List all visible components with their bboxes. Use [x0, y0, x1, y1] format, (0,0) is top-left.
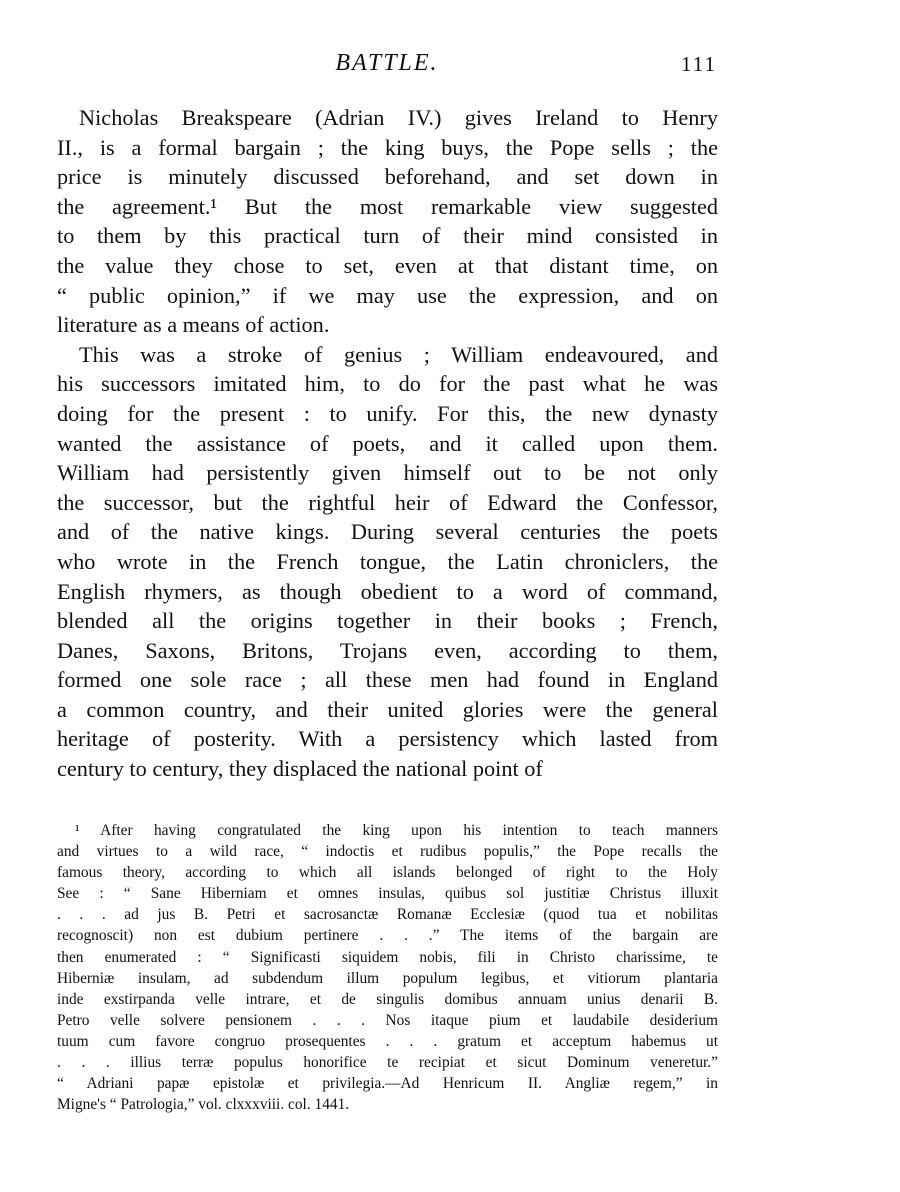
footnote-line: Petro velle solvere pensionem . . . Nos itaque pium et laudabile desiderium [57, 1011, 718, 1029]
body-line: heritage of posterity. With a persistency which lasted from [57, 726, 718, 752]
body-line: doing for the present : to unify. For this, the new dynasty [57, 400, 718, 426]
body-line: who wrote in the French tongue, the Latin chroniclers, the [57, 548, 718, 574]
body-line: formed one sole race ; all these men had found in England [57, 667, 718, 693]
body-line: literature as a means of action. [57, 312, 330, 338]
footnote-line: . . . illius terræ populus honorifice te recipiat et sicut Dominum veneretur.” [57, 1054, 718, 1072]
footnote-line: tuum cum favore congruo prosequentes . . . gratum et acceptum habemus ut [57, 1032, 718, 1050]
footnote-line: and virtues to a wild race, “ indoctis et rudibus populis,” the Pope recalls the [57, 843, 718, 861]
running-header [57, 50, 717, 80]
body-line: a common country, and their united glories were the general [57, 696, 718, 722]
footnote-line: Migne's “ Patrologia,” vol. clxxxviii. col. 1441. [57, 1096, 350, 1114]
body-line: William had persistently given himself out to be not only [57, 460, 718, 486]
body-line: English rhymers, as though obedient to a word of command, [57, 578, 718, 604]
body-line: his successors imitated him, to do for the past what he was [57, 371, 718, 397]
body-line: to them by this practical turn of their mind consisted in [57, 223, 718, 249]
body-line: wanted the assistance of poets, and it called upon them. [57, 430, 718, 456]
footnote-line: . . . ad jus B. Petri et sacrosanctæ Romanæ Ecclesiæ (quod tua et nobilitas [57, 906, 718, 924]
body-line: This was a stroke of genius ; William endeavoured, and [79, 341, 718, 367]
running-title: BATTLE. [335, 50, 439, 76]
footnote [57, 820, 718, 1115]
body-line: Danes, Saxons, Britons, Trojans even, according to them, [57, 637, 718, 663]
body-line: and of the native kings. During several centuries the poets [57, 519, 718, 545]
body-line: Nicholas Breakspeare (Adrian IV.) gives Ireland to Henry [79, 105, 718, 130]
body-line: the successor, but the rightful heir of Edward the Confessor, [57, 489, 718, 515]
body-text [57, 103, 718, 784]
footnote-line: famous theory, according to which all islands belonged of right to the Holy [57, 864, 718, 882]
footnote-line: recognoscit) non est dubium pertinere . . .” The items of the bargain are [57, 927, 718, 945]
footnote-line: See : “ Sane Hiberniam et omnes insulas, quibus sol justitiæ Christus illuxit [57, 885, 718, 903]
body-line: “ public opinion,” if we may use the expression, and on [57, 282, 718, 308]
footnote-line: inde exstirpanda velle intrare, et de singulis domibus annuam unius denarii B. [57, 990, 718, 1008]
body-line: blended all the origins together in their books ; French, [57, 608, 718, 634]
footnote-line: “ Adriani papæ epistolæ et privilegia.—Ad Henricum II. Angliæ regem,” in [57, 1075, 718, 1093]
body-line: price is minutely discussed beforehand, and set down in [57, 164, 718, 190]
footnote-line: then enumerated : “ Significasti siquidem nobis, fili in Christo charissime, te [57, 948, 718, 966]
page-number: 111 [681, 52, 717, 76]
body-line: the agreement.¹ But the most remarkable view suggested [57, 193, 718, 219]
body-line: the value they chose to set, even at that distant time, on [57, 252, 718, 278]
footnote-line: ¹ After having congratulated the king upon his intention to teach manners [75, 822, 718, 839]
body-line: century to century, they displaced the national point of [57, 756, 543, 782]
body-line: II., is a formal bargain ; the king buys, the Pope sells ; the [57, 134, 718, 160]
footnote-line: Hiberniæ insulam, ad subdendum illum populum legibus, et vitiorum plantaria [57, 969, 718, 987]
